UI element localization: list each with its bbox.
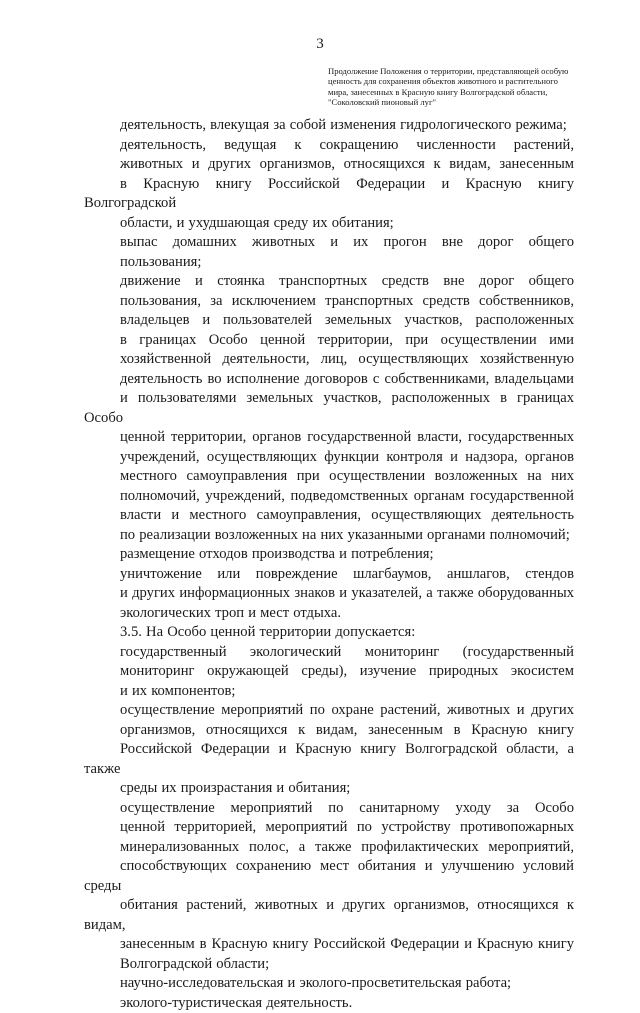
paragraph-line: 3.5. На Особо ценной территории допускается: — [84, 623, 574, 643]
paragraph-line: в Красную книгу Российской Федерации и Красную книгу Волгоградской — [84, 175, 574, 214]
paragraph-line: государственный экологический мониторинг (государственный — [84, 643, 574, 663]
running-header-line: "Соколовский пионовый луг" — [328, 97, 576, 107]
paragraph-line: пользования, за исключением транспортных средств собственников, — [84, 292, 574, 312]
paragraph-line: выпас домашних животных и их прогон вне дорог общего — [84, 233, 574, 253]
paragraph-line: деятельность, влекущая за собой изменения гидрологического режима; — [84, 116, 574, 136]
paragraph-line: и их компонентов; — [84, 682, 574, 702]
paragraph-line: ценной территорией, мероприятий по устройству противопожарных — [84, 818, 574, 838]
paragraph-line: научно-исследовательская и эколого-просветительская работа; — [84, 974, 574, 994]
paragraph-line: движение и стоянка транспортных средств вне дорог общего — [84, 272, 574, 292]
running-header-line: мира, занесенных в Красную книгу Волгоградской области, — [328, 87, 576, 97]
paragraph — [84, 116, 574, 136]
paragraph-line: и других информационных знаков и указателей, а также оборудованных — [84, 584, 574, 604]
page-number: 3 — [0, 36, 640, 53]
paragraph — [84, 565, 574, 624]
paragraph-line: способствующих сохранению мест обитания и улучшению условий среды — [84, 857, 574, 896]
paragraph-line: животных и других организмов, относящихся к видам, занесенным — [84, 155, 574, 175]
paragraph-line: области, и ухудшающая среду их обитания; — [84, 214, 574, 234]
paragraph-line: учреждений, осуществляющих функции контроля и надзора, органов — [84, 448, 574, 468]
paragraph-line: обитания растений, животных и других организмов, относящихся к видам, — [84, 896, 574, 935]
paragraph-line: местного самоуправления при осуществлении возложенных на них — [84, 467, 574, 487]
paragraph-line: в границах Особо ценной территории, при осуществлении ими — [84, 331, 574, 351]
paragraph — [84, 974, 574, 994]
document-body — [84, 116, 574, 1013]
paragraph-line: Российской Федерации и Красную книгу Волгоградской области, а также — [84, 740, 574, 779]
paragraph-line: осуществление мероприятий по санитарному уходу за Особо — [84, 799, 574, 819]
running-header-line: Продолжение Положения о территории, представляющей особую — [328, 66, 576, 76]
running-header-line: ценность для сохранения объектов животного и растительного — [328, 76, 576, 86]
paragraph — [84, 545, 574, 565]
paragraph-line: мониторинг окружающей среды), изучение природных экосистем — [84, 662, 574, 682]
paragraph-line: и пользователями земельных участков, расположенных в границах Особо — [84, 389, 574, 428]
paragraph-line: размещение отходов производства и потребления; — [84, 545, 574, 565]
paragraph-line: полномочий, учреждений, подведомственных органам государственной — [84, 487, 574, 507]
running-header — [328, 66, 576, 108]
paragraph-line: эколого-туристическая деятельность. — [84, 994, 574, 1013]
paragraph-line: минерализованных полос, а также профилактических мероприятий, — [84, 838, 574, 858]
paragraph — [84, 994, 574, 1013]
paragraph-line: деятельность во исполнение договоров с собственниками, владельцами — [84, 370, 574, 390]
paragraph-line: уничтожение или повреждение шлагбаумов, аншлагов, стендов — [84, 565, 574, 585]
paragraph-line: по реализации возложенных на них указанными органами полномочий; — [84, 526, 574, 546]
paragraph — [84, 136, 574, 234]
paragraph-line: среды их произрастания и обитания; — [84, 779, 574, 799]
paragraph-line: экологических троп и мест отдыха. — [84, 604, 574, 624]
paragraph-line: занесенным в Красную книгу Российской Федерации и Красную книгу — [84, 935, 574, 955]
paragraph-line: власти и местного самоуправления, осуществляющих деятельность — [84, 506, 574, 526]
paragraph — [84, 623, 574, 643]
paragraph — [84, 272, 574, 545]
paragraph-line: ценной территории, органов государственной власти, государственных — [84, 428, 574, 448]
paragraph-line: осуществление мероприятий по охране растений, животных и других — [84, 701, 574, 721]
paragraph-line: деятельность, ведущая к сокращению численности растений, — [84, 136, 574, 156]
paragraph — [84, 643, 574, 702]
paragraph — [84, 233, 574, 272]
paragraph-line: Волгоградской области; — [84, 955, 574, 975]
paragraph-line: владельцев и пользователей земельных участков, расположенных — [84, 311, 574, 331]
paragraph-line: пользования; — [84, 253, 574, 273]
paragraph — [84, 701, 574, 799]
paragraph-line: организмов, относящихся к видам, занесенным в Красную книгу — [84, 721, 574, 741]
paragraph — [84, 799, 574, 975]
paragraph-line: хозяйственной деятельности, лиц, осуществляющих хозяйственную — [84, 350, 574, 370]
